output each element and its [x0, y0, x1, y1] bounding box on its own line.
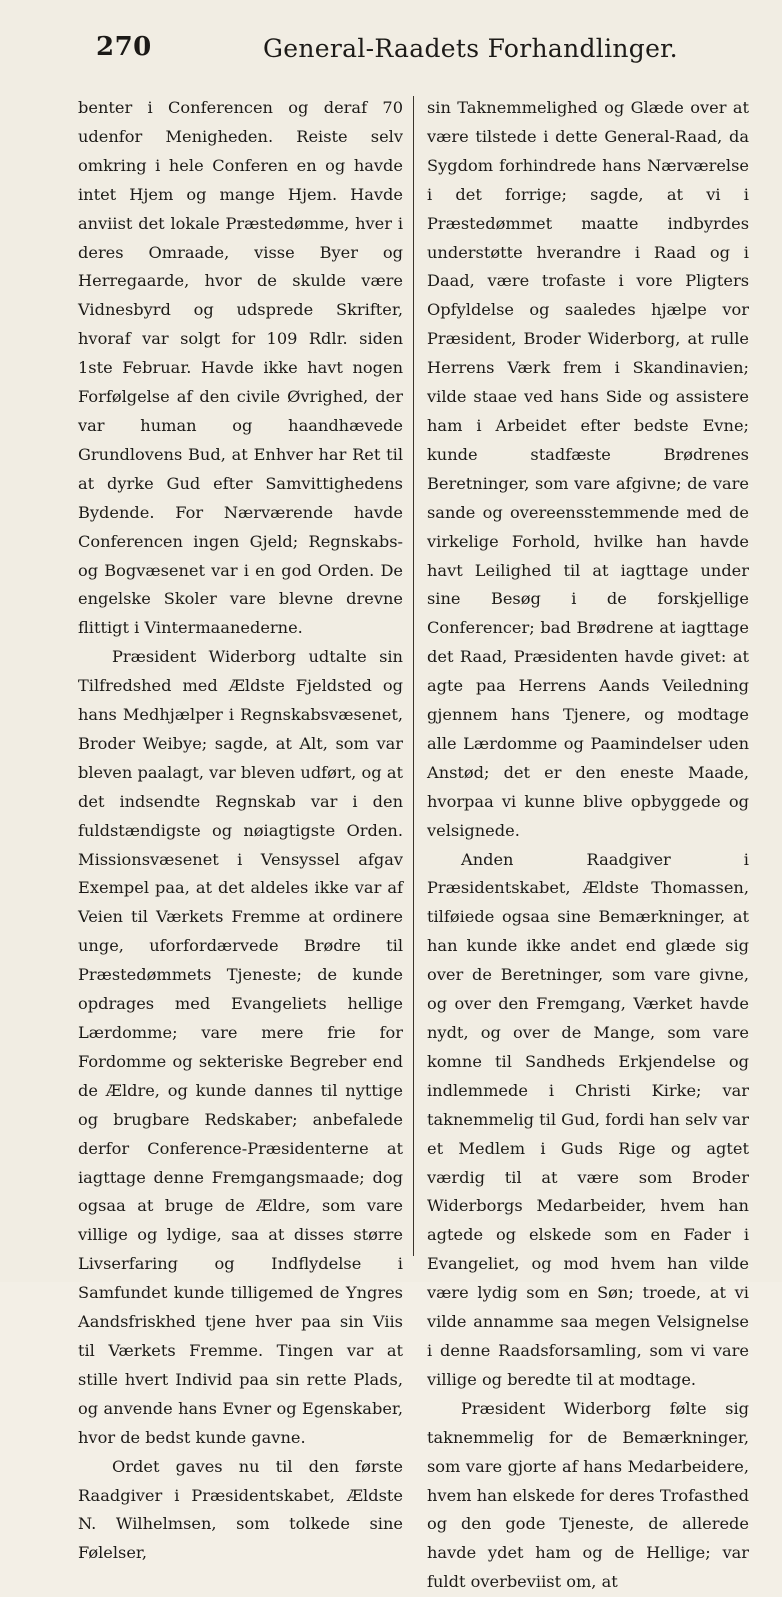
- paragraph: Præsident Widerborg følte sig taknemmelig for de Bemærkninger, som vare gjorte af hans Medarbeidere, hvem han elskede for deres Trofasthed og den gode Tjeneste, de allerede havde ydet ham og de Hellige; var fuldt overbeviist om, at: [427, 1398, 749, 1592]
- right-column: [414, 94, 749, 1597]
- page-number: 270: [96, 32, 152, 62]
- page-header: [78, 26, 760, 72]
- paragraph: benter i Conferencen og deraf 70 udenfor Menigheden. Reiste selv omkring i hele Conferen en og havde intet Hjem og mange Hjem. Havde anviist det lokale Præstedømme, hver i deres Omraade, visse Byer og Herregaarde, hvor de skulde være Vidnesbyrd og udsprede Skrifter, hvoraf var solgt for 109 Rdlr. siden 1ste Februar. Havde ikke havt nogen Forfølgelse af den civile Øvrighed, der var human og haandhævede Grundlovens Bud, at Enhver har Ret til at dyrke Gud efter Samvittighedens Bydende. For Nærværende havde Conferencen ingen Gjeld; Regnskabs- og Bogvæsenet var i en god Orden. De engelske Skoler vare blevne drevne flittigt i Vintermaanederne.: [78, 98, 403, 638]
- paragraph: Anden Raadgiver i Præsidentskabet, Ældste Thomassen, tilføiede ogsaa sine Bemærkninger, at han kunde ikke andet end glæde sig over de Beretninger, som vare givne, og over den Fremgang, Værket havde nydt, og over de Mange, som vare komne til Sandheds Erkjendelse og indlemmede i Christi Kirke; var taknemmelig til Gud, fordi han selv var et Medlem i Guds Rige og agtet værdig til at være som Broder Widerborgs Medarbeider, hvem han agtede og elskede som en Fader i Evangeliet, og mod hvem han vilde være lydig som en Søn; troede, at vi vilde annamme saa megen Velsignelse i denne Raadsforsamling, som vi vare villige og beredte til at modtage.: [427, 849, 749, 1389]
- left-column: [78, 94, 413, 1597]
- running-title: General-Raadets Forhandlinger.: [263, 34, 678, 63]
- text-columns: [78, 94, 760, 1597]
- paragraph: Præsident Widerborg udtalte sin Tilfredshed med Ældste Fjeldsted og hans Medhjælper i Regnskabsvæsenet, Broder Weibye; sagde, at Alt, som var bleven paalagt, var bleven udført, og at det indsendte Regnskab var i den fuldstændigste og nøiagtigste Orden. Missionsvæsenet i Vensyssel afgav Exempel paa, at det aldeles ikke var af Veien til Værkets Fremme at ordinere unge, uforfordærvede Brødre til Præstedømmets Tjeneste; de kunde opdrages med Evangeliets hellige Lærdomme; vare mere frie for Fordomme og sekteriske Begreber end de Ældre, og kunde dannes til nyttige og brugbare Redskaber; anbefalede derfor Conference-Præsidenterne at iagttage denne Fremgangsmaade; dog ogsaa at bruge de Ældre, som vare villige og lydige, saa at disses større Livserfaring og Indflydelse i Samfundet kunde tilligemed de Yngres Aandsfriskhed tjene hver paa sin Viis til Værkets Fremme. Tingen var at stille hvert Individ paa sin rette Plads, og anvende hans Evner og Egenskaber, hvor de bedst kunde gavne.: [78, 647, 403, 1447]
- paragraph: Ordet gaves nu til den første Raadgiver i Præsidentskabet, Ældste N. Wilhelmsen, som tolkede sine Følelser,: [78, 1456, 403, 1563]
- paragraph: sin Taknemmelighed og Glæde over at være tilstede i dette General-Raad, da Sygdom forhindrede hans Nærværelse i det forrige; sagde, at vi i Præstedømmet maatte indbyrdes understøtte hverandre i Raad og i Daad, være trofaste i vore Pligters Opfyldelse og saaledes hjælpe vor Præsident, Broder Widerborg, at rulle Herrens Værk frem i Skandinavien; vilde staae ved hans Side og assistere ham i Arbeidet efter bedste Evne; kunde stadfæste Brødrenes Beretninger, som vare afgivne; de vare sande og overeensstemmende med de virkelige Forhold, hvilke han havde havt Leilighed til at iagttage under sine Besøg i de forskjellige Conferencer; bad Brødrene at iagttage det Raad, Præsidenten havde givet: at agte paa Herrens Aands Veiledning gjennem hans Tjenere, og modtage alle Lærdomme og Paamindelser uden Anstød; det er den eneste Maade, hvorpaa vi kunne blive opbyggede og velsignede.: [427, 98, 749, 840]
